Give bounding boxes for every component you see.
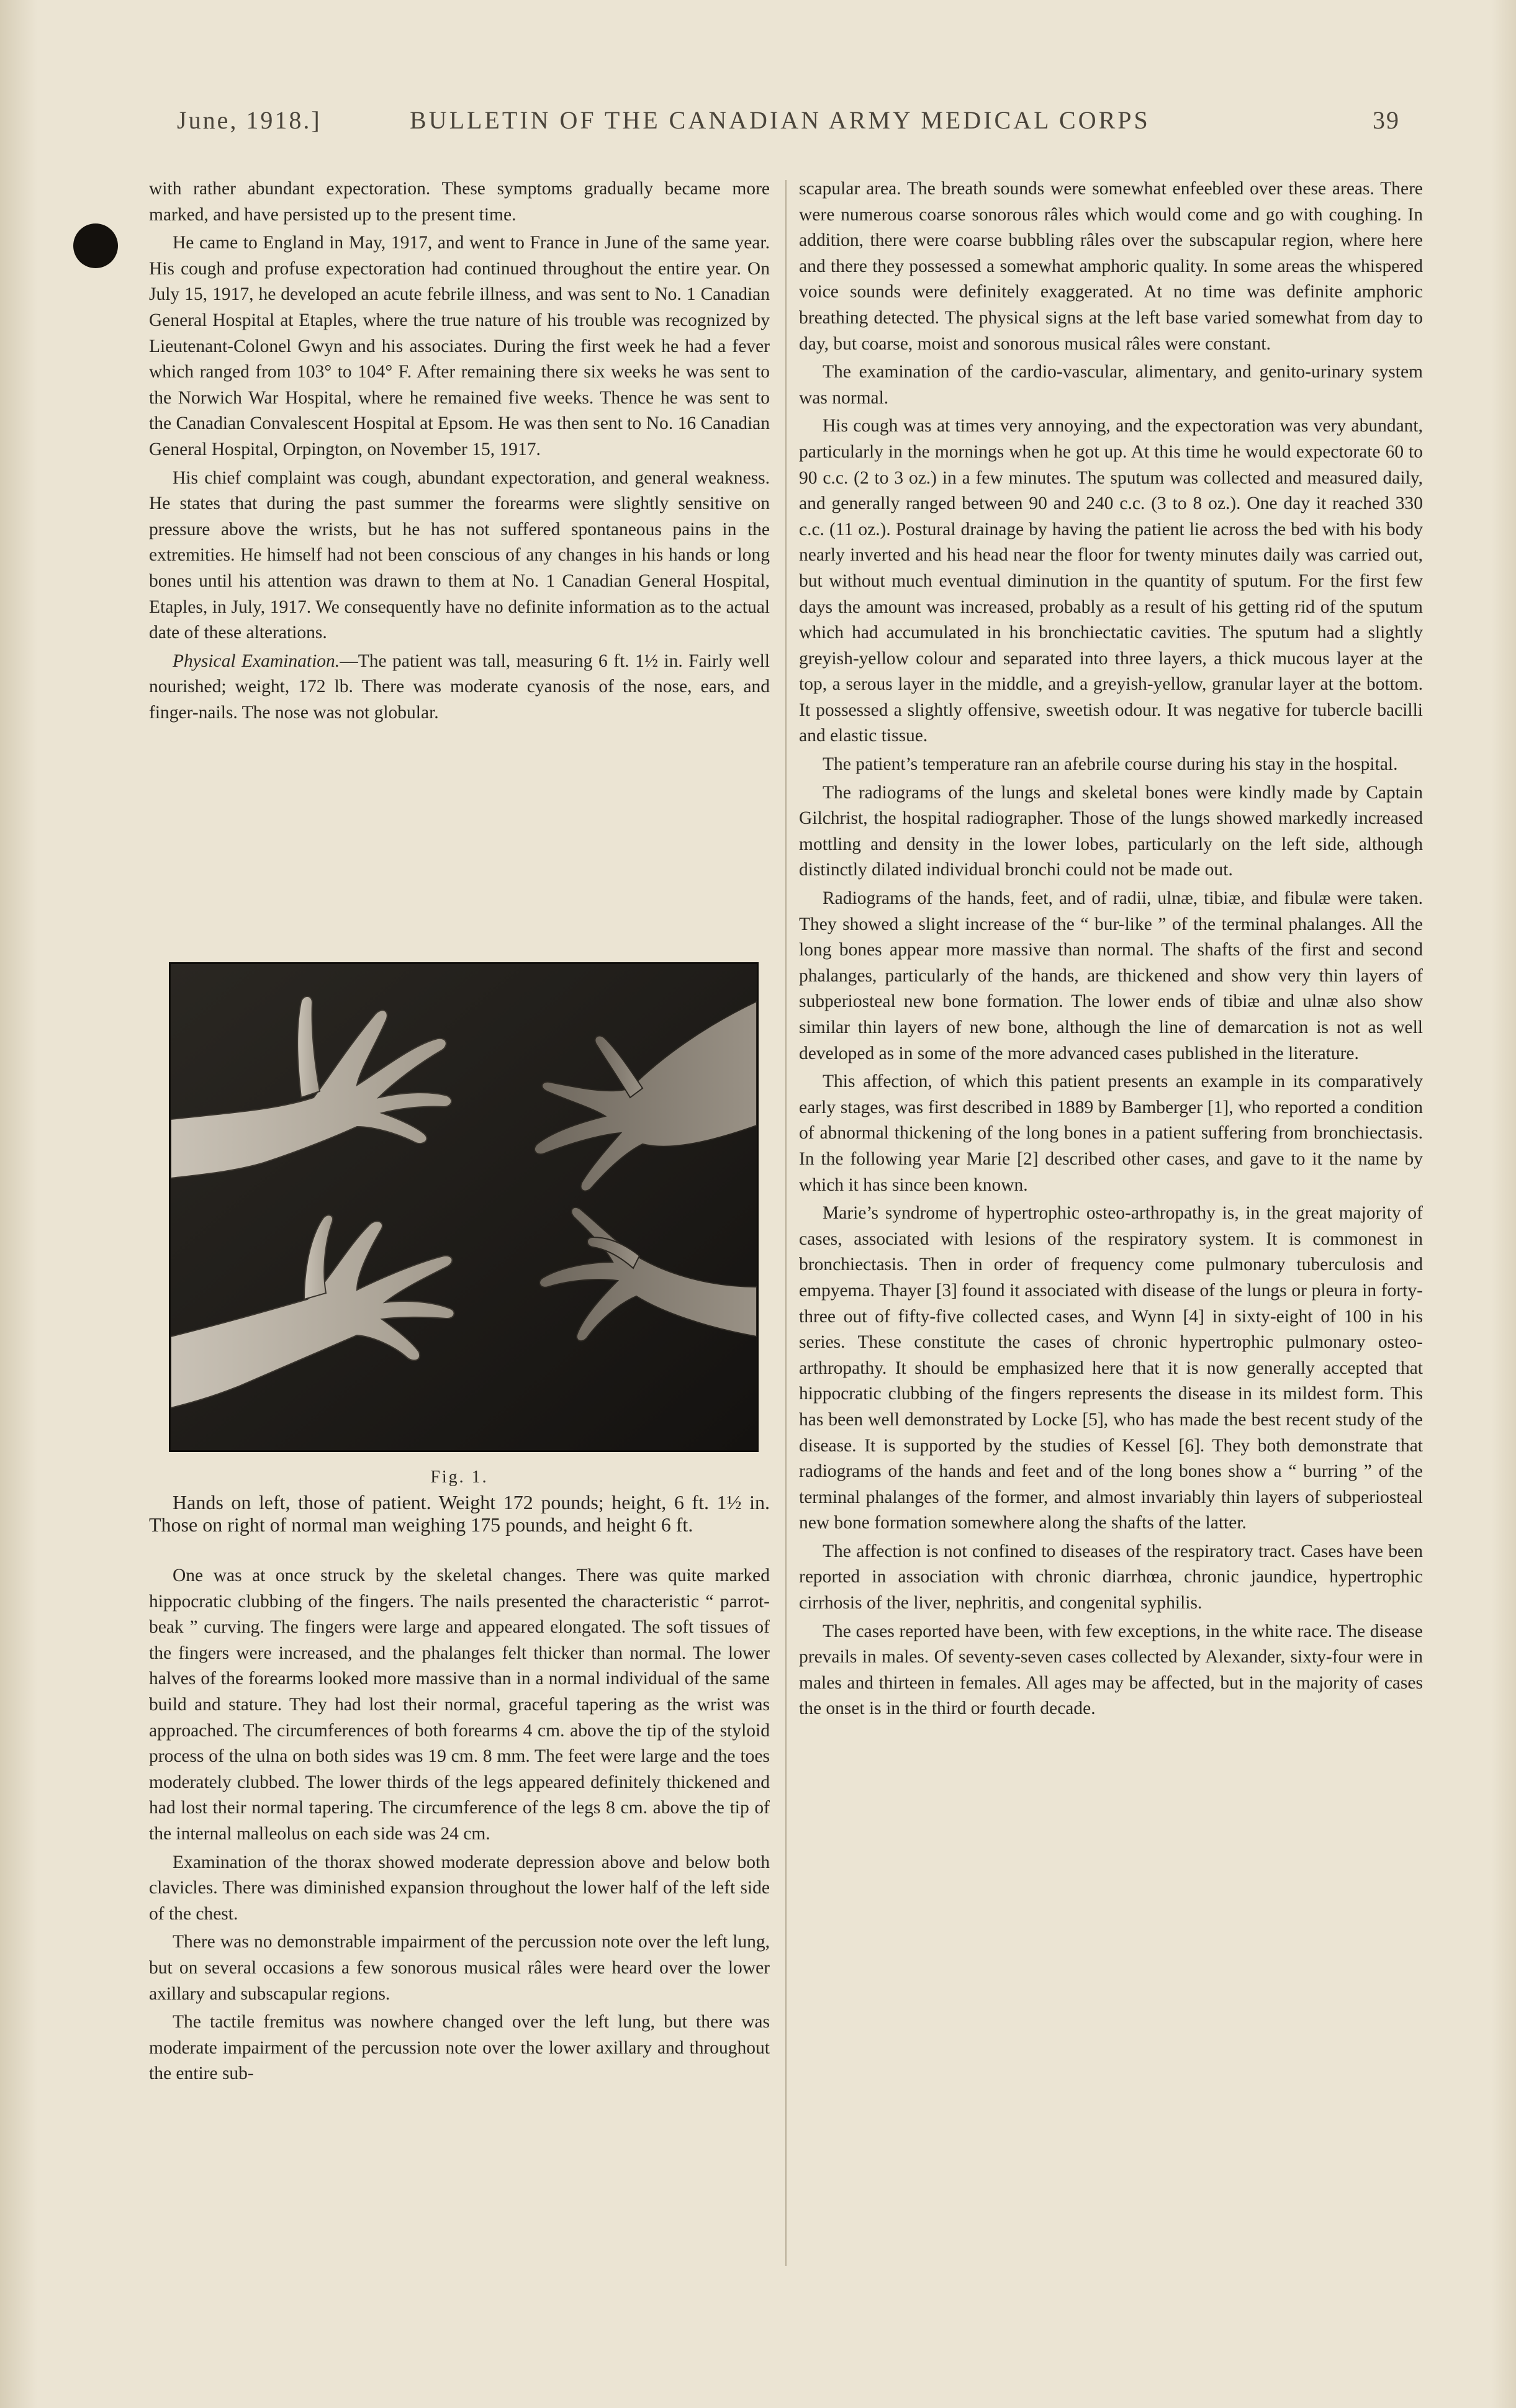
paragraph: Radiograms of the hands, feet, and of radii, ulnæ, tibiæ, and fibulæ were taken. They showed a slight increase of the “ bur-like ” of the terminal phalanges. All the long bones appear more massive than normal. The shafts of the first and second phalanges, particularly of the hands, are thickened and show very thin layers of subperiosteal new bone formation. The lower ends of tibiæ and ulnæ also show similar thin layers of new bone, although the line of demarcation is not as well developed as in some of the more advanced cases published in the literature. (799, 888, 1423, 1063)
paragraph: Marie’s syndrome of hypertrophic osteo-arthropathy is, in the great majority of cases, associated with lesions of the respiratory system. It is commonest in bronchiectasis. Then in order of frequency come pulmonary tuberculosis and empyema. Thayer [3] found it associated with disease of the lungs or pleura in forty-three out of fifty-five collected cases, and Wynn [4] in sixty-eight of 100 in his series. These constitute the cases of chronic hypertrophic pulmonary osteo-arthropathy. It should be emphasized here that it is now generally accepted that hippocratic clubbing of the fingers represents the disease in its mildest form. This has been well demonstrated by Locke [5], who has made the best recent study of the disease. It is supported by the studies of Kessel [6]. They both demonstrate that radiograms of the hands and feet and of the long bones show a “ burring ” of the terminal phalanges of the former, and almost invariably thin layers of subperiosteal new bone formation somewhere along the shafts of the latter. (799, 1203, 1423, 1533)
header-date: June, 1918.] (177, 106, 322, 134)
paragraph: There was no demonstrable impairment of the percussion note over the left lung, but on several occasions a few sonorous musical râles were heard over the lower axillary and subscapular regions. (149, 1932, 770, 2004)
physical-exam-heading: Physical Examination. (173, 651, 340, 671)
figure-label: Fig. 1. (430, 1468, 489, 1487)
paragraph: scapular area. The breath sounds were somewhat enfeebled over these areas. There were numerous coarse sonorous râles which would come and go with coughing. In addition, there were coarse bubbling râles over the subscapular region, where here and there they possessed a somewhat amphoric quality. In some areas the whispered voice sounds were definitely exaggerated. At no time was definite amphoric breathing detected. The physical signs at the left base varied somewhat from day to day, but coarse, moist and sonorous musical râles were constant. (799, 179, 1423, 354)
punch-hole (73, 223, 118, 268)
paragraph: The cases reported have been, with few exceptions, in the white race. The disease prevails in males. Of seventy-seven cases collected by Alexander, sixty-four were in males and thirteen in females. All ages may be affected, but in the majority of cases the onset is in the third or fourth decade. (799, 1621, 1423, 1719)
paragraph: This affection, of which this patient presents an example in its comparatively early stages, was first described in 1889 by Bamberger [1], who reported a condition of abnormal thickening of the long bones in a patient suffering from bronchiectasis. In the following year Marie [2] described other cases, and gave to it the name by which it has since been known. (799, 1071, 1423, 1195)
paragraph: His cough was at times very annoying, and the expectoration was very abundant, particularly in the mornings when he got up. At this time he would expectorate 60 to 90 c.c. (2 to 3 oz.) in a few minutes. The sputum was collected and measured daily, and generally ranged between 90 and 240 c.c. (3 to 8 oz.). One day it reached 330 c.c. (11 oz.). Postural drainage by having the patient lie across the bed with his body nearly inverted and his head near the floor for twenty minutes daily was carried out, but without much eventual diminution in the quantity of sputum. For the first few days the amount was increased, probably as a result of his getting rid of the sputum which had accumulated in his bronchiectatic cavities. The sputum had a slightly greyish-yellow colour and separated into three layers, a thick mucous layer at the top, a serous layer in the middle, and a greyish-yellow, granular layer at the bottom. It possessed a slightly offensive, sweetish odour. It was negative for tubercle bacilli and elastic tissue. (799, 416, 1423, 746)
paragraph: The tactile fremitus was nowhere changed over the left lung, but there was moderate impairment of the percussion note over the lower axillary and throughout the entire sub- (149, 2012, 770, 2084)
physical-exam-text: —The patient was tall, measuring 6 ft. 1½ in. Fairly well nourished; weight, 172 lb. There was moderate cyanosis of the nose, ears, and finger-nails. The nose was not globular. (149, 651, 770, 723)
paragraph: with rather abundant expectoration. These symptoms gradually became more marked, and have persisted up to the present time. (149, 179, 770, 225)
paragraph: His chief complaint was cough, abundant expectoration, and general weakness. He states that during the past summer the forearms were slightly sensitive on pressure above the wrists, but he has not suffered spontaneous pains in the extremities. He himself had not been conscious of any changes in his hands or long bones until his attention was drawn to them at No. 1 Canadian General Hospital, Etaples, in July, 1917. We consequently have no definite information as to the actual date of these alterations. (149, 467, 770, 643)
left-column-upper (149, 176, 770, 728)
paragraph: The patient’s temperature ran an afebrile course during his stay in the hospital. (823, 754, 1398, 775)
paragraph: The examination of the cardio-vascular, alimentary, and genito-urinary system was normal. (799, 362, 1423, 408)
running-header (177, 106, 1400, 149)
figure-caption-text: Hands on left, those of patient. Weight 172 pounds; height, 6 ft. 1½ in. Those on right of normal man weighing 175 pounds, and height 6 ft. (149, 1491, 770, 1536)
page-edge-right (1491, 0, 1516, 2408)
physical-exam-paragraph (149, 649, 770, 726)
paragraph: He came to England in May, 1917, and went to France in June of the same year. His cough and profuse expectoration had continued throughout the entire year. On July 15, 1917, he developed an acute febrile illness, and was sent to No. 1 Canadian General Hospital at Etaples, where the true nature of his trouble was recognized by Lieutenant-Colonel Gwyn and his associates. During the first week he had a fever which ranged from 103° to 104° F. After remaining there six weeks he was sent to the Norwich War Hospital, where he remained five weeks. Thence he was sent to the Canadian Convalescent Hospital at Epsom. He was then sent to No. 16 Canadian General Hospital, Orpington, on November 15, 1917. (149, 233, 770, 459)
paragraph: One was at once struck by the skeletal changes. There was quite marked hippocratic clubbing of the fingers. The nails presented the characteristic “ parrot-beak ” curving. The fingers were large and appeared elongated. The soft tissues of the fingers were increased, and the phalanges felt thicker than normal. The lower halves of the forearms looked more massive than in a normal individual of the same build and stature. They had lost their normal, graceful tapering as the wrist was approached. The circumferences of both forearms 4 cm. above the tip of the styloid process of the ulna on both sides was 19 cm. 8 mm. The feet were large and the toes moderately clubbed. The lower thirds of the legs appeared definitely thickened and had lost their normal tapering. The circumference of the legs 8 cm. above the tip of the internal malleolus on each side was 24 cm. (149, 1566, 770, 1844)
column-divider (785, 180, 787, 2266)
paragraph: The affection is not confined to diseases of the respiratory tract. Cases have been reported in association with chronic diarrhœa, chronic jaundice, hypertrophic cirrhosis of the liver, nephritis, and congenital syphilis. (799, 1541, 1423, 1613)
figure-caption (149, 1466, 770, 1536)
page-edge-left (0, 0, 37, 2408)
hands-photo-illustration (171, 964, 757, 1450)
right-column (799, 176, 1423, 1725)
paragraph: Examination of the thorax showed moderate depression above and below both clavicles. There was diminished expansion throughout the lower half of the left side of the chest. (149, 1852, 770, 1924)
figure-hands-photo (169, 962, 759, 1452)
paragraph: The radiograms of the lungs and skeletal bones were kindly made by Captain Gilchrist, the hospital radiographer. Those of the lungs showed markedly increased mottling and density in the lower lobes, particularly on the left side, although distinctly dilated individual bronchi could not be made out. (799, 782, 1423, 880)
header-journal-title: BULLETIN OF THE CANADIAN ARMY MEDICAL CORPS (410, 106, 1150, 134)
header-page-number: 39 (1373, 106, 1400, 134)
left-column-lower (149, 1563, 770, 2090)
